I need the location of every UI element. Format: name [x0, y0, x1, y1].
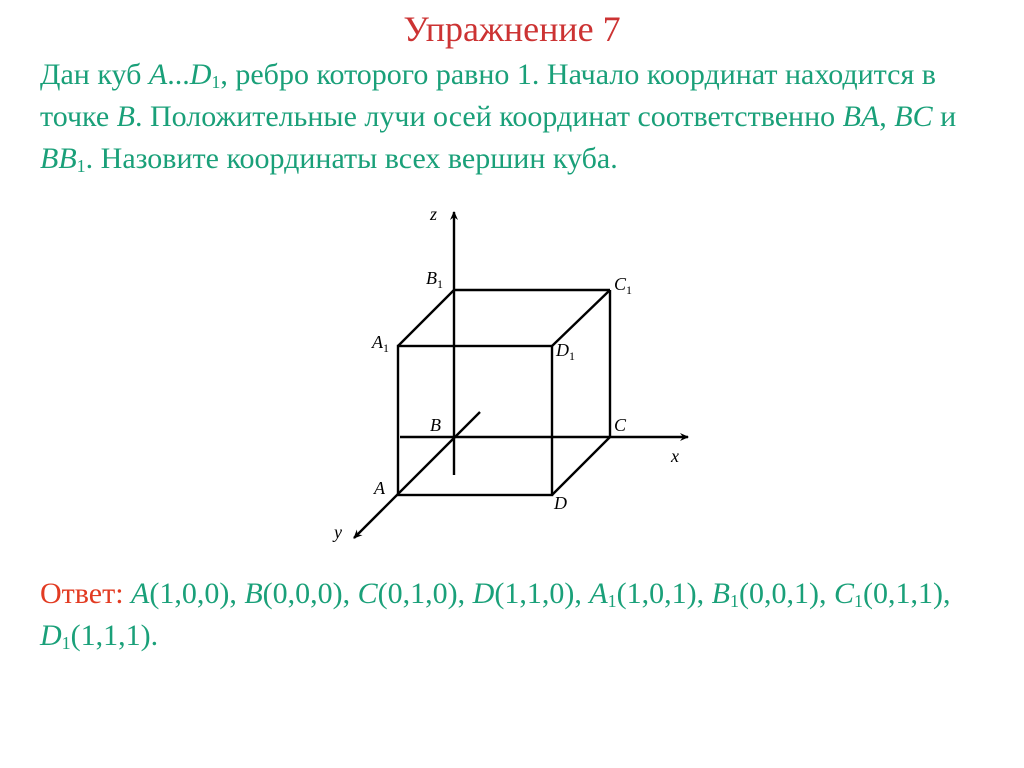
- answer-separator: ,: [818, 577, 834, 610]
- answer-coords: (1,1,1): [70, 619, 151, 652]
- edge-a1-b1: [398, 290, 454, 346]
- vertex-label-a1: $A_1$: [372, 332, 389, 355]
- answer-vertex-subscript: 1: [61, 633, 71, 653]
- answer-vertex: A: [589, 577, 608, 610]
- answer-separator: ,: [457, 577, 473, 610]
- vertex-label-a: A: [374, 478, 385, 498]
- cube-diagram: [320, 200, 700, 550]
- answer-vertex: A: [131, 577, 150, 610]
- vertex-label-d: D: [554, 493, 567, 513]
- problem-statement: [40, 54, 1000, 180]
- answer-coordinates: [40, 577, 950, 652]
- edge-d-c: [552, 437, 610, 495]
- axis-label-y: y: [334, 522, 342, 542]
- axis-label-z: z: [430, 204, 438, 224]
- ellipsis: ...: [167, 58, 190, 91]
- problem-text-2: , ребро которого равно 1. Начало координат находится в точке: [40, 58, 936, 133]
- answer-coords: (0,0,1): [738, 577, 819, 610]
- answer-separator: ,: [342, 577, 358, 610]
- ray-ba: BA: [842, 100, 880, 133]
- vertex-label-b: B: [430, 415, 441, 435]
- front-face: [398, 346, 552, 495]
- ray-bb1-subscript: 1: [76, 156, 86, 176]
- answer-separator: ,: [574, 577, 590, 610]
- vertex-label-c: C: [614, 415, 627, 435]
- answer-vertex-subscript: 1: [853, 591, 863, 611]
- answer-coords: (1,1,0): [494, 577, 575, 610]
- cube-subscript: 1: [211, 72, 221, 92]
- cube-vertex-a: A: [148, 58, 168, 91]
- conjunction: и: [932, 100, 957, 133]
- answer-vertex-subscript: 1: [607, 591, 617, 611]
- answer-separator: ,: [942, 577, 951, 610]
- answer-separator: .: [150, 619, 159, 652]
- answer-vertex: C: [357, 577, 378, 610]
- problem-text-3: . Положительные лучи осей координат соответственно: [135, 100, 843, 133]
- answer-vertex-subscript: 1: [729, 591, 739, 611]
- answer-vertex: B: [711, 577, 730, 610]
- origin-point: B: [116, 100, 135, 133]
- axis-label-x: x: [671, 446, 679, 466]
- answer-label: Ответ:: [40, 577, 124, 610]
- comma-separator: ,: [879, 100, 895, 133]
- answer-separator: ,: [229, 577, 245, 610]
- answer-block: [40, 573, 1000, 657]
- ray-bc: BC: [894, 100, 933, 133]
- answer-item: [244, 577, 357, 610]
- answer-coords: (0,1,0): [377, 577, 458, 610]
- cube-vertex-d: D: [189, 58, 212, 91]
- answer-item: [712, 577, 834, 610]
- answer-item: [473, 577, 590, 610]
- answer-vertex: D: [40, 619, 62, 652]
- page-title: Упражнение 7: [403, 9, 621, 49]
- problem-text-4: . Назовите координаты всех вершин куба.: [85, 142, 618, 175]
- answer-coords: (0,0,0): [262, 577, 343, 610]
- answer-item: [834, 577, 951, 610]
- answer-separator: ,: [696, 577, 712, 610]
- y-axis: [354, 412, 480, 538]
- answer-item: [358, 577, 473, 610]
- vertex-label-c1: $C_1$: [614, 274, 633, 297]
- vertex-label-d1: $D_1$: [556, 340, 575, 363]
- answer-vertex: D: [472, 577, 495, 610]
- edge-d1-c1: [552, 290, 610, 346]
- ray-bb1: BB: [40, 142, 77, 175]
- problem-text-1: Дан куб: [40, 58, 149, 91]
- vertex-label-b1: $B_1$: [426, 268, 443, 291]
- answer-vertex: C: [833, 577, 854, 610]
- answer-coords: (1,0,0): [149, 577, 230, 610]
- answer-vertex: B: [244, 577, 263, 610]
- answer-item: [589, 577, 711, 610]
- answer-coords: (1,0,1): [616, 577, 697, 610]
- answer-item: [40, 619, 158, 652]
- answer-item: [131, 577, 244, 610]
- answer-coords: (0,1,1): [862, 577, 943, 610]
